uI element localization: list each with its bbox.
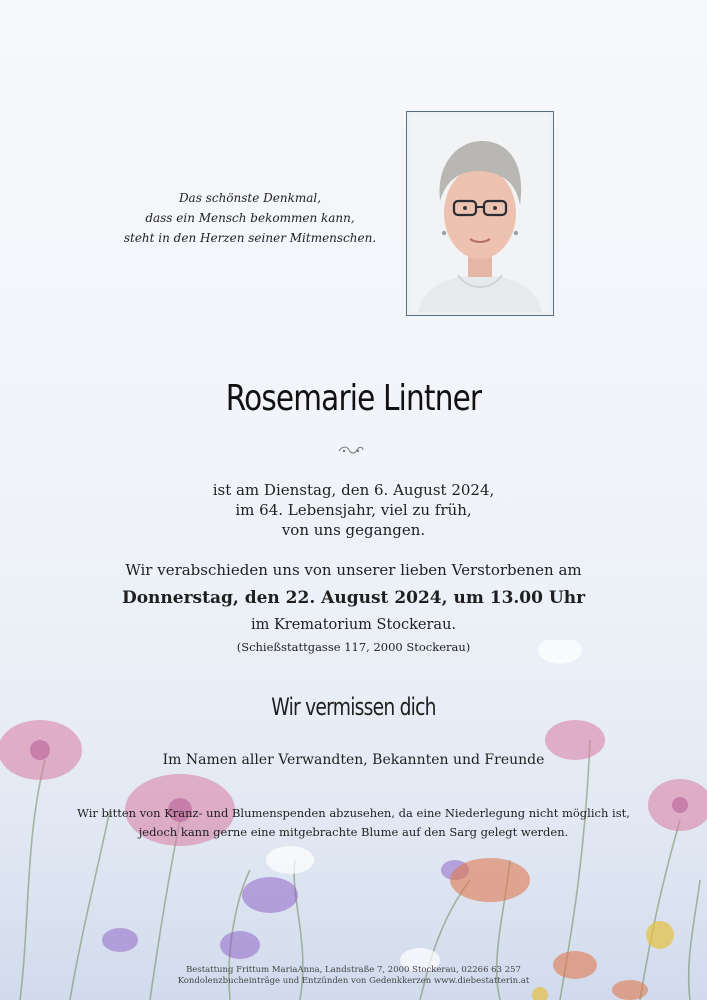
quote-line: Das schönste Denkmal, bbox=[178, 191, 322, 205]
footer-line: Bestattung Frittum MariaAnna, Landstraße 7, 2000 Stockerau, 02266 63 257 bbox=[186, 965, 521, 975]
relatives-line: Im Namen aller Verwandten, Bekannten und Freunde bbox=[162, 752, 545, 768]
portrait-image bbox=[410, 115, 550, 312]
request-line: Wir bitten von Kranz- und Blumenspenden abzusehen, da eine Niederlegung nicht möglich ist, bbox=[77, 806, 630, 820]
announcement-line: ist am Dienstag, den 6. August 2024, bbox=[212, 481, 495, 499]
memorial-quote bbox=[120, 188, 380, 248]
ceremony-location: im Krematorium Stockerau. bbox=[250, 617, 457, 633]
deceased-name: Rosemarie Lintner bbox=[225, 378, 482, 419]
quote-line: dass ein Mensch bekommen kann, bbox=[145, 211, 355, 225]
funeral-home-footer bbox=[0, 965, 707, 987]
death-announcement bbox=[0, 480, 707, 540]
request-line: jedoch kann gerne eine mitgebrachte Blume auf den Sarg gelegt werden. bbox=[138, 825, 569, 839]
farewell-intro: Wir verabschieden uns von unserer lieben Verstorbenen am bbox=[125, 561, 582, 579]
footer-line: Kondolenzbucheinträge und Entzünden von Gedenkkerzen www.diebestatterin.at bbox=[177, 976, 530, 986]
miss-you-text: Wir vermissen dich bbox=[271, 693, 436, 721]
ceremony-datetime: Donnerstag, den 22. August 2024, um 13.00 Uhr bbox=[121, 588, 586, 608]
portrait-photo bbox=[406, 111, 554, 316]
ornament-divider-icon bbox=[337, 444, 365, 456]
ceremony-address: (Schießstattgasse 117, 2000 Stockerau) bbox=[236, 640, 471, 654]
announcement-line: im 64. Lebensjahr, viel zu früh, bbox=[235, 501, 472, 519]
quote-line: steht in den Herzen seiner Mitmenschen. bbox=[123, 231, 377, 245]
flower-request bbox=[0, 804, 707, 842]
announcement-line: von uns gegangen. bbox=[281, 521, 426, 539]
